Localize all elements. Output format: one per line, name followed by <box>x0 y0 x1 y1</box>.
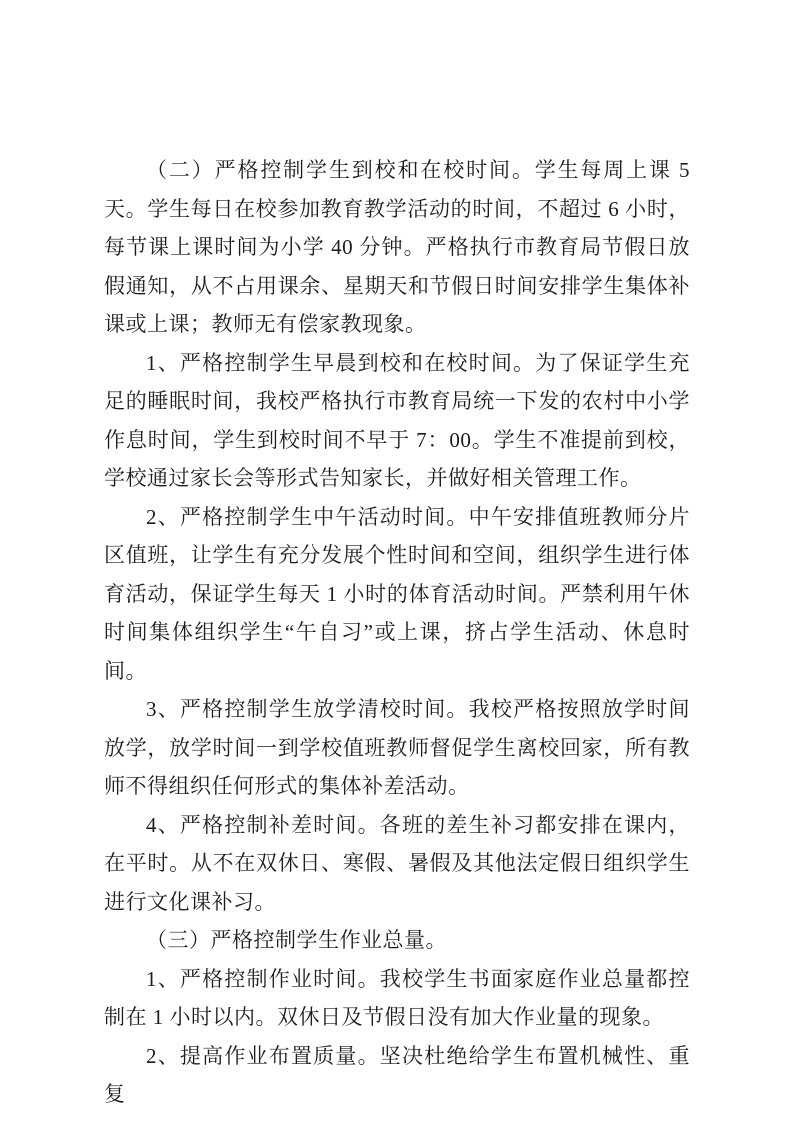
paragraph-item-1-morning-arrival: 1、严格控制学生早晨到校和在校时间。为了保证学生充足的睡眠时间，我校严格执行市教育局统一下发的农村中小学作息时间，学生到校时间不早于 7：00。学生不准提前到校，学校通过家长会等形式告知家长，并做好相关管理工作。 <box>104 350 690 490</box>
paragraph-section-2-intro: （二）严格控制学生到校和在校时间。学生每周上课 5 天。学生每日在校参加教育教学活动的时间，不超过 6 小时，每节课上课时间为小学 40 分钟。严格执行市教育局节假日放假通知，从不占用课余、星期天和节假日时间安排学生集体补课或上课；教师无有偿家教现象。 <box>104 158 690 336</box>
paragraph-section-3-heading: （三）严格控制学生作业总量。 <box>146 928 447 952</box>
paragraph-item-2-homework-quality: 2、提高作业布置质量。坚决杜绝给学生布置机械性、重复 <box>104 1043 690 1106</box>
paragraph-item-4-remedial-time: 4、严格控制补差时间。各班的差生补习都安排在课内，在平时。从不在双休日、寒假、暑假及其他法定假日组织学生进行文化课补习。 <box>104 812 690 914</box>
paragraph-item-3-dismissal: 3、严格控制学生放学清校时间。我校严格按照放学时间放学，放学时间一到学校值班教师督促学生离校回家，所有教师不得组织任何形式的集体补差活动。 <box>104 697 690 798</box>
paragraph-item-1-homework-time: 1、严格控制作业时间。我校学生书面家庭作业总量都控制在 1 小时以内。双休日及节假日没有加大作业量的现象。 <box>104 966 690 1029</box>
document-body <box>104 151 690 1114</box>
paragraph-item-2-noon-activity: 2、严格控制学生中午活动时间。中午安排值班教师分片区值班，让学生有充分发展个性时间和空间，组织学生进行体育活动，保证学生每天 1 小时的体育活动时间。严禁利用午休时间集体组织学生“午自习”或上课，挤占学生活动、休息时间。 <box>104 504 690 683</box>
